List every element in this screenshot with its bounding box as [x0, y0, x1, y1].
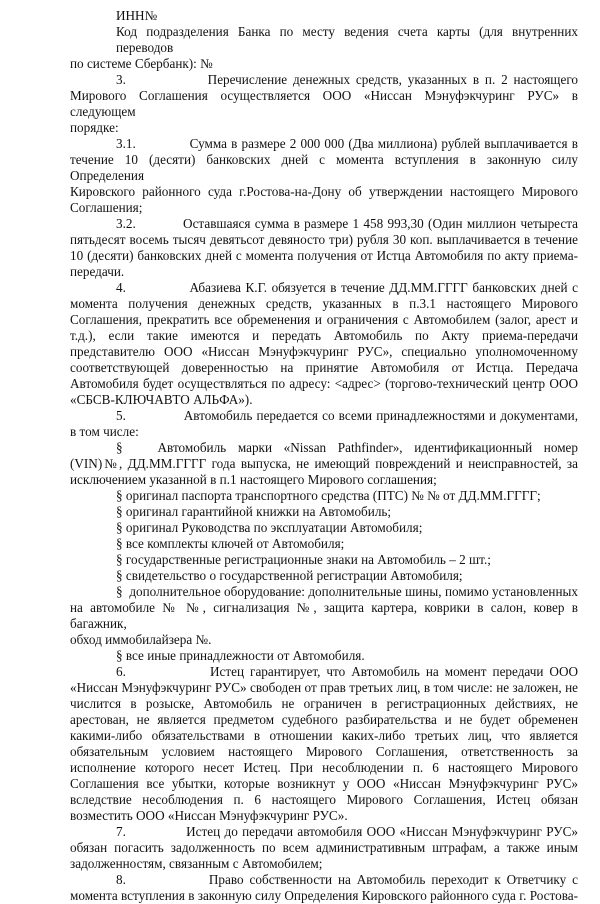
- document-line: «Ниссан Мэнуфэкчуринг РУС» свободен от прав третьих лиц, в том числе: не заложен, не: [70, 680, 578, 695]
- document-line: течение 10 (десяти) банковских дней с момента вступления в законную силу Определения: [70, 152, 578, 183]
- document-line: § оригинал гарантийной книжки на Автомобиль;: [116, 504, 392, 519]
- document-line: вследствие несоблюдения п. 6 настоящего Мирового Соглашения, Истец обязан: [70, 792, 578, 807]
- document-line: задолженностям, связанным с Автомобилем;: [70, 856, 323, 871]
- document-line: Соглашения;: [70, 200, 143, 215]
- document-line: порядке:: [70, 120, 119, 135]
- document-line: исполнение которого несет Истец. При несоблюдении п. 6 настоящего Мирового: [70, 760, 578, 775]
- document-line: ИНН№: [116, 8, 158, 23]
- document-line: в том числе:: [70, 424, 139, 439]
- document-line: Мирового Соглашения осуществляется ООО «Ниссан Мэнуфэкчуринг РУС» в следующем: [70, 88, 578, 119]
- document-line: 6. Истец гарантирует, что Автомобиль на момент передачи ООО: [116, 664, 578, 679]
- document-line: Соглашения все убытки, которые возникнут у ООО «Ниссан Мэнуфэкчуринг РУС»: [70, 776, 578, 791]
- document-line: (VIN)№, ДД.ММ.ГГГГ года выпуска, не имеющий повреждений и неисправностей, за: [70, 456, 578, 471]
- document-line: пятьдесят восемь тысяч девятьсот девяносто три) рубля 30 коп. выплачивается в течение: [70, 232, 578, 247]
- document-line: § оригинал Руководства по эксплуатации Автомобиля;: [116, 520, 423, 535]
- document-line: 7. Истец до передачи автомобиля ООО «Ниссан Мэнуфэкчуринг РУС»: [116, 824, 578, 839]
- document-line: какими-либо обязательствами в отношении каких-либо третьих лиц, что является: [70, 728, 578, 743]
- document-line: момента получения денежных средств, указанных в п.3.1 настоящего Мирового: [70, 296, 578, 311]
- document-line: § оригинал паспорта транспортного средства (ПТС) № № от ДД.ММ.ГГГГ;: [116, 488, 541, 503]
- document-line: § все иные принадлежности от Автомобиля.: [116, 648, 365, 663]
- document-line: Автомобиля будет осуществляться по адресу: <адрес> (торгово-технический центр ООО: [70, 376, 578, 391]
- document-line: 5. Автомобиль передается со всеми принадлежностями и документами,: [116, 408, 578, 423]
- document-line: возместить ООО «Ниссан Мэнуфэкчуринг РУС».: [70, 808, 348, 823]
- document-line: «СБСВ-КЛЮЧАВТО АЛЬФА»).: [70, 392, 253, 407]
- document-line: Код подразделения Банка по месту ведения счета карты (для внутренних переводов: [116, 24, 578, 55]
- document-line: числится в розыске, Автомобиль не ограничен в регистрационных действиях, не: [70, 696, 578, 711]
- document-line: момента вступления в законную силу Определения Кировского районного суда г. Ростова-: [70, 888, 578, 903]
- document-line: § государственные регистрационные знаки на Автомобиль – 2 шт.;: [116, 552, 491, 567]
- document-line: арестован, не является предметом судебного разбирательства и не будет обременен: [70, 712, 578, 727]
- document-line: передачи.: [70, 264, 125, 279]
- document-line: 10 (десяти) банковских дней с момента получения от Истца Автомобиля по акту приема-: [70, 248, 578, 263]
- document-line: исключением указанной в п.1 настоящего Мирового соглашения;: [70, 472, 437, 487]
- document-line: обязательным условием настоящего Мирового Соглашения, ответственность за: [70, 744, 578, 759]
- document-line: по системе Сбербанк): №: [70, 56, 213, 71]
- document-line: § дополнительное оборудование: дополнительные шины, помимо установленных: [116, 584, 578, 599]
- document-line: представителю ООО «Ниссан Мэнуфэкчуринг РУС», специально уполномоченному: [70, 344, 578, 359]
- document-line: соответствующей доверенностью на принятие Автомобиля от Истца. Передача: [70, 360, 578, 375]
- document-line: Соглашения, прекратить все обременения и ограничения с Автомобилем (залог, арест и: [70, 312, 578, 327]
- document-line: обход иммобилайзера №.: [70, 632, 212, 647]
- document-line: обязан погасить задолженность по всем административным штрафам, а также иным: [70, 840, 578, 855]
- document-line: 3. Перечисление денежных средств, указанных в п. 2 настоящего: [116, 72, 578, 87]
- document-line: 3.2. Оставшаяся сумма в размере 1 458 993,30 (Один миллион четыреста: [116, 216, 578, 231]
- document-line: § свидетельство о государственной регистрации Автомобиля;: [116, 568, 463, 583]
- document-line: на автомобиле № №, сигнализация №, защита картера, коврики в салон, ковер в багажник,: [70, 600, 578, 631]
- document-line: 3.1. Сумма в размере 2 000 000 (Два миллиона) рублей выплачивается в: [116, 136, 578, 151]
- document-line: § все комплекты ключей от Автомобиля;: [116, 536, 345, 551]
- document-line: т.д.), если такие имеются и передать Автомобиль по Акту приема-передачи: [70, 328, 578, 343]
- document-line: 4. Абазиева К.Г. обязуется в течение ДД.ММ.ГГГГ банковских дней с: [116, 280, 578, 295]
- document-line: 8. Право собственности на Автомобиль переходит к Ответчику с: [116, 872, 578, 887]
- document-line: § Автомобиль марки «Nissan Pathfinder», идентификационный номер: [116, 440, 578, 455]
- document-line: Кировского районного суда г.Ростова-на-Дону об утверждении настоящего Мирового: [70, 184, 578, 199]
